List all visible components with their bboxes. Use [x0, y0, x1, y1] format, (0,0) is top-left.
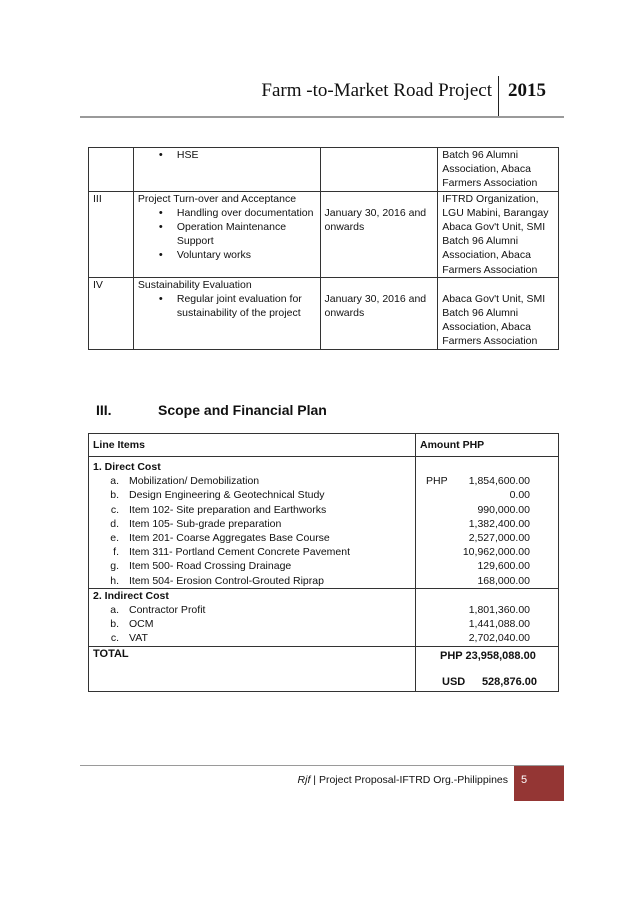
amount-value: 0.00	[509, 489, 530, 502]
table-row	[89, 277, 559, 349]
list-item: c. Item 102- Site preparation and Earthworks	[110, 503, 327, 516]
total-usd: USD 528,876.00	[442, 675, 537, 688]
activity-cell	[133, 277, 320, 349]
activity-cell	[133, 148, 320, 192]
header-divider	[498, 76, 499, 116]
responsible-cell: Batch 96 Alumni Association, Abaca Farmers Association	[438, 148, 559, 192]
table-header-row	[89, 434, 559, 457]
responsible-cell: IFTRD Organization, LGU Mabini, Barangay Abaca Gov't Unit, SMI Batch 96 Alumni Association, Abaca Farmers Association	[438, 191, 559, 277]
page-footer	[80, 765, 564, 801]
total-amounts	[416, 646, 559, 691]
table-row	[89, 148, 559, 192]
header-year: 2015	[508, 80, 546, 101]
total-php: PHP 23,958,088.00	[440, 649, 536, 662]
indirect-cost-items	[89, 588, 416, 646]
footer-separator: |	[310, 774, 319, 786]
table-row	[89, 457, 559, 589]
footer-title: Project Proposal-IFTRD Org.-Philippines	[318, 774, 508, 786]
direct-cost-items	[89, 457, 416, 589]
responsible-cell: Abaca Gov't Unit, SMI Batch 96 Alumni Association, Abaca Farmers Association	[438, 277, 559, 349]
column-header-amount: Amount PHP	[416, 434, 559, 457]
direct-cost-title: 1. Direct Cost	[93, 461, 161, 473]
amount-value: PHP 1,854,600.00	[426, 475, 530, 488]
table-row	[89, 588, 559, 646]
direct-cost-amounts	[416, 457, 559, 589]
list-item: f. Item 311- Portland Cement Concrete Pavement	[113, 546, 350, 559]
list-item: c. VAT	[110, 632, 148, 645]
indirect-cost-amounts	[416, 588, 559, 646]
activity-heading: Project Turn-over and Acceptance	[137, 192, 297, 205]
footer-author: Rjf	[297, 774, 311, 786]
indirect-cost-title: 2. Indirect Cost	[93, 589, 169, 602]
phase-cell	[89, 148, 134, 192]
header-rule	[80, 116, 564, 118]
date-cell	[320, 148, 438, 192]
list-item: • HSE	[138, 148, 316, 162]
header-title: Farm -to-Market Road Project	[261, 80, 492, 101]
activity-cell	[133, 191, 320, 277]
list-item: • Voluntary works	[138, 248, 316, 262]
amount-value: 1,801,360.00	[468, 604, 530, 617]
amount-value: 1,382,400.00	[468, 517, 530, 530]
activity-heading: Sustainability Evaluation	[137, 278, 252, 291]
date-cell: January 30, 2016 and onwards	[320, 191, 438, 277]
amount-value: 129,600.00	[477, 560, 530, 573]
date-cell: January 30, 2016 and onwards	[320, 277, 438, 349]
section-heading	[96, 402, 327, 418]
section-title: Scope and Financial Plan	[158, 402, 327, 418]
total-row	[89, 646, 559, 691]
phase-cell: IV	[89, 277, 134, 349]
list-item: • Handling over documentation	[138, 206, 316, 220]
list-item: g. Item 500- Road Crossing Drainage	[110, 560, 292, 573]
list-item: b. OCM	[110, 618, 154, 631]
page-number-box	[514, 766, 564, 801]
amount-value: 990,000.00	[477, 503, 530, 516]
page-number: 5	[521, 774, 528, 786]
page-header	[80, 70, 564, 118]
financial-table	[88, 433, 559, 692]
list-item: • Operation Maintenance Support	[138, 220, 316, 248]
total-label: TOTAL	[89, 646, 416, 691]
amount-value: 1,441,088.00	[468, 618, 530, 631]
schedule-table	[88, 147, 559, 350]
amount-value: 2,527,000.00	[468, 532, 530, 545]
list-item: e. Item 201- Coarse Aggregates Base Course	[110, 532, 330, 545]
footer-rule	[80, 765, 564, 766]
column-header-line-items: Line Items	[89, 434, 416, 457]
list-item: h. Item 504- Erosion Control-Grouted Riprap	[110, 574, 324, 587]
list-item: b. Design Engineering & Geotechnical Study	[110, 489, 325, 502]
phase-cell: III	[89, 191, 134, 277]
amount-value: 168,000.00	[477, 574, 530, 587]
list-item: a. Mobilization/ Demobilization	[110, 475, 260, 488]
list-item: • Regular joint evaluation for sustainability of the project	[138, 292, 316, 320]
footer-text	[298, 774, 508, 786]
list-item: d. Item 105- Sub-grade preparation	[110, 517, 282, 530]
section-number: III.	[96, 402, 112, 418]
amount-value: 10,962,000.00	[462, 546, 530, 559]
table-row	[89, 191, 559, 277]
amount-value: 2,702,040.00	[468, 632, 530, 645]
list-item: a. Contractor Profit	[110, 604, 206, 617]
